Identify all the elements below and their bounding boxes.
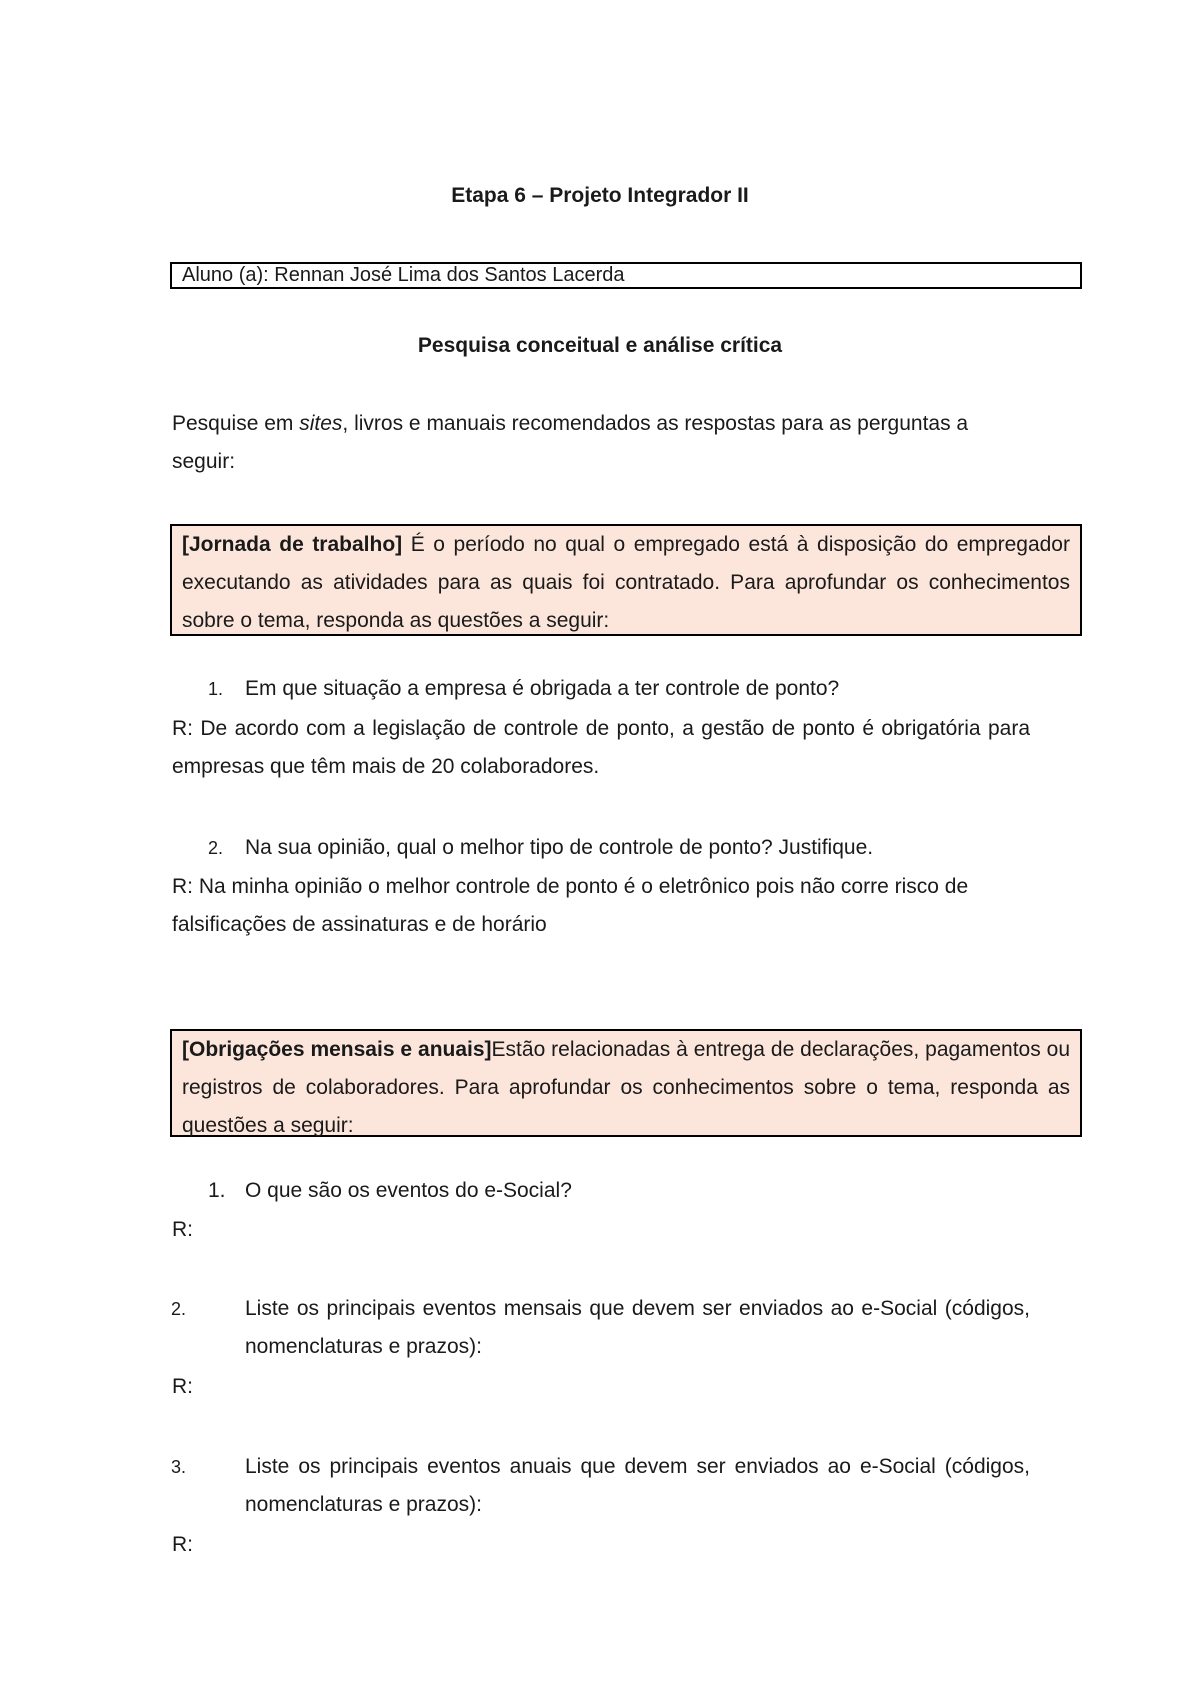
section-text-obrigacoes: Estão relacionadas à entrega de declarações, pagamentos ou registros de colaboradores. Para aprofundar os conhecimentos sobre o tema, responda as questões a seguir:	[182, 1038, 1071, 1137]
question-text: O que são os eventos do e-Social?	[245, 1179, 572, 1202]
section-box-obrigacoes	[170, 1029, 1082, 1137]
question-item	[208, 1172, 1030, 1210]
question-number: 2.	[171, 1299, 187, 1319]
question-number: 2.	[208, 838, 224, 858]
section-box-jornada	[170, 524, 1082, 636]
answer-text: R: Na minha opinião o melhor controle de ponto é o eletrônico pois não corre risco de falsificações de assinaturas e de horário	[172, 875, 969, 936]
question-item	[208, 670, 1030, 708]
intro-after: , livros e manuais recomendados as respostas para as perguntas a seguir:	[172, 412, 969, 473]
answer-text: R: De acordo com a legislação de controle de ponto, a gestão de ponto é obrigatória para empresas que têm mais de 20 colaboradores.	[172, 717, 1030, 778]
section-subtitle: Pesquisa conceitual e análise crítica	[417, 334, 783, 357]
question-number: 1.	[208, 679, 224, 699]
question-text: Liste os principais eventos mensais que devem ser enviados ao e-Social (códigos, nomenclaturas e prazos):	[245, 1297, 1030, 1358]
question-item	[171, 1448, 1030, 1524]
question-item	[208, 829, 1030, 867]
page-title: Etapa 6 – Projeto Integrador II	[451, 184, 749, 207]
answer-text: R:	[172, 1533, 193, 1556]
question-item	[171, 1290, 1030, 1366]
intro-emphasis: sites	[299, 412, 343, 435]
section-heading-obrigacoes: [Obrigações mensais e anuais]	[182, 1038, 492, 1061]
answer-text: R:	[172, 1375, 193, 1398]
section-text-jornada: É o período no qual o empregado está à disposição do empregador executando as atividades para as quais foi contratado. Para aprofundar os conhecimentos sobre o tema, responda as questões a seguir:	[182, 533, 1070, 632]
question-text: Em que situação a empresa é obrigada a ter controle de ponto?	[245, 677, 840, 700]
intro-paragraph	[172, 405, 1030, 481]
question-number: 3.	[171, 1457, 187, 1477]
intro-before: Pesquise em	[172, 412, 300, 435]
section-heading-jornada: [Jornada de trabalho]	[182, 533, 403, 556]
question-number: 1.	[208, 1179, 226, 1202]
question-text: Na sua opinião, qual o melhor tipo de controle de ponto? Justifique.	[245, 836, 874, 859]
answer-text: R:	[172, 1218, 193, 1241]
question-text: Liste os principais eventos anuais que devem ser enviados ao e-Social (códigos, nomenclaturas e prazos):	[245, 1455, 1030, 1516]
student-name-field: Aluno (a): Rennan José Lima dos Santos Lacerda	[170, 262, 1082, 289]
